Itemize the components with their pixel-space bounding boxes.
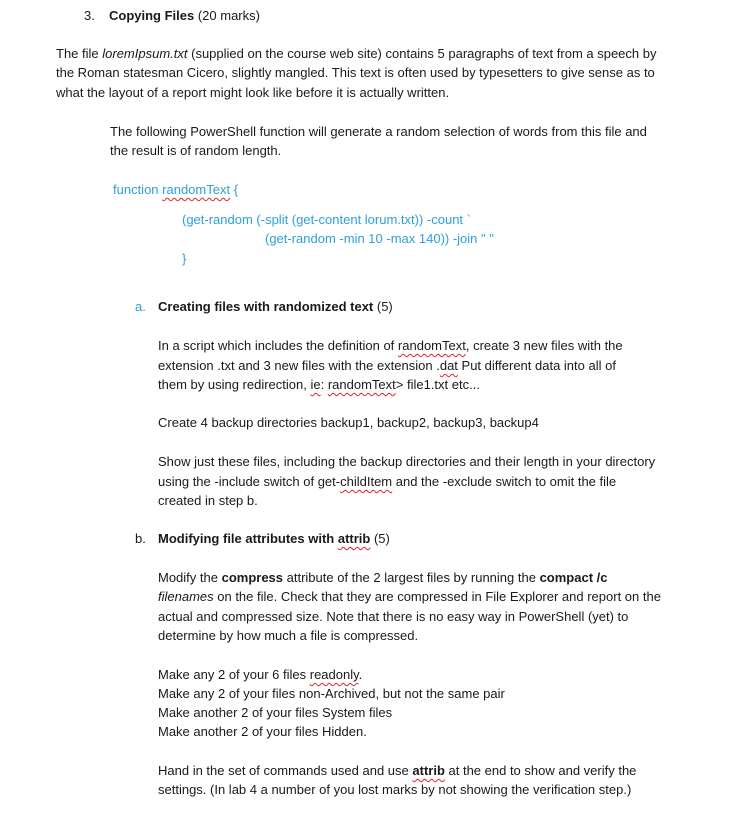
part-b-marks: (5): [370, 531, 390, 546]
text: :: [320, 377, 328, 392]
part-a-label: a.: [135, 299, 146, 314]
filenames-placeholder: filenames: [158, 589, 214, 604]
code-line-1: [113, 180, 238, 200]
code-brace: {: [230, 182, 239, 197]
part-b-p1-line-1: [158, 568, 607, 588]
function-intro-line-2: the result is of random length.: [110, 143, 282, 158]
part-b-p1-line-4: determine by how much a file is compressed.: [158, 628, 419, 643]
part-a-p1-line-3: [158, 375, 480, 395]
intro-line-3: what the layout of a report might look like before it is actually written.: [56, 85, 450, 100]
function-intro-line-1: The following PowerShell function will generate a random selection of words from this file and: [110, 124, 647, 139]
text: Make any 2 of your 6 files: [158, 667, 310, 682]
function-name: randomText: [327, 377, 396, 392]
text: In a script which includes the definition of: [158, 338, 398, 353]
text: them by using redirection,: [158, 377, 311, 392]
part-a-p3-line-1: Show just these files, including the backup directories and their length in your directory: [158, 454, 656, 469]
abbrev-ie: ie: [310, 377, 321, 392]
section-title: Copying Files: [109, 8, 195, 23]
intro-line-2: the Roman statesman Cicero, slightly mangled. This text is often used by typesetters to give sense as to: [56, 65, 655, 80]
section-number: 3.: [84, 8, 95, 23]
text: on the file. Check that they are compressed in File Explorer and report on the: [213, 589, 661, 604]
code-line-3: (get-random -min 10 -max 140)) -join " ": [265, 231, 494, 246]
part-b-hidden-line: Make another 2 of your files Hidden.: [158, 724, 367, 739]
text: , create 3 new files with the: [465, 338, 623, 353]
part-b-p1-line-2: [158, 587, 661, 607]
part-a-heading: [158, 297, 393, 317]
filename-loremipsum: loremIpsum.txt: [102, 46, 188, 61]
part-a-marks: (5): [373, 299, 393, 314]
part-a-p1-line-2: [158, 356, 616, 376]
cmdlet-childitem: childItem: [340, 474, 393, 489]
part-b-p1-line-3: actual and compressed size. Note that there is no easy way in PowerShell (yet) to: [158, 609, 629, 624]
text: and the -exclude switch to omit the file: [392, 474, 617, 489]
part-a-p2: Create 4 backup directories backup1, backup2, backup3, backup4: [158, 415, 539, 430]
part-b-p3-line-2: settings. (In lab 4 a number of you lost marks by not showing the verification step.): [158, 782, 632, 797]
part-a-p3-line-3: created in step b.: [158, 493, 258, 508]
part-a-title: Creating files with randomized text: [158, 299, 374, 314]
section-marks: (20 marks): [194, 8, 260, 23]
part-a-p3-line-2: [158, 472, 616, 492]
word-readonly: readonly: [309, 667, 359, 682]
code-line-4: }: [182, 251, 187, 266]
part-b-p3-line-1: [158, 761, 636, 781]
section-heading: [109, 6, 260, 26]
intro-line-1: [56, 44, 656, 64]
part-b-readonly-line: [158, 665, 362, 685]
text: Modify the: [158, 570, 222, 585]
text: Hand in the set of commands used and use: [158, 763, 413, 778]
compact-cmd: compact /c: [539, 570, 608, 585]
part-b-label: b.: [135, 531, 146, 546]
intro-text: (supplied on the course web site) contains 5 paragraphs of text from a speech by: [187, 46, 657, 61]
intro-text: The file: [56, 46, 103, 61]
part-b-title: Modifying file attributes with: [158, 531, 338, 546]
compress-attr: compress: [221, 570, 284, 585]
function-name: randomText: [397, 338, 466, 353]
text: attribute of the 2 largest files by running the: [283, 570, 540, 585]
part-b-heading: [158, 529, 390, 549]
part-b-system-line: Make another 2 of your files System files: [158, 705, 393, 720]
attrib-cmd: attrib: [412, 763, 445, 778]
code-line-2: (get-random (-split (get-content lorum.txt)) -count `: [182, 212, 471, 227]
text: using the -include switch of get-: [158, 474, 341, 489]
text: .: [358, 667, 363, 682]
code-keyword: function: [113, 182, 163, 197]
part-a-p1-line-1: [158, 336, 623, 356]
part-b-title-cmd: attrib: [337, 531, 371, 546]
part-b-archived-line: Make any 2 of your files non-Archived, but not the same pair: [158, 686, 505, 701]
extension-dat: dat: [439, 358, 458, 373]
text: extension .txt and 3 new files with the extension .: [158, 358, 440, 373]
text: Put different data into all of: [457, 358, 616, 373]
text: at the end to show and verify the: [444, 763, 637, 778]
text: > file1.txt etc...: [395, 377, 480, 392]
code-function-name: randomText: [162, 182, 231, 197]
